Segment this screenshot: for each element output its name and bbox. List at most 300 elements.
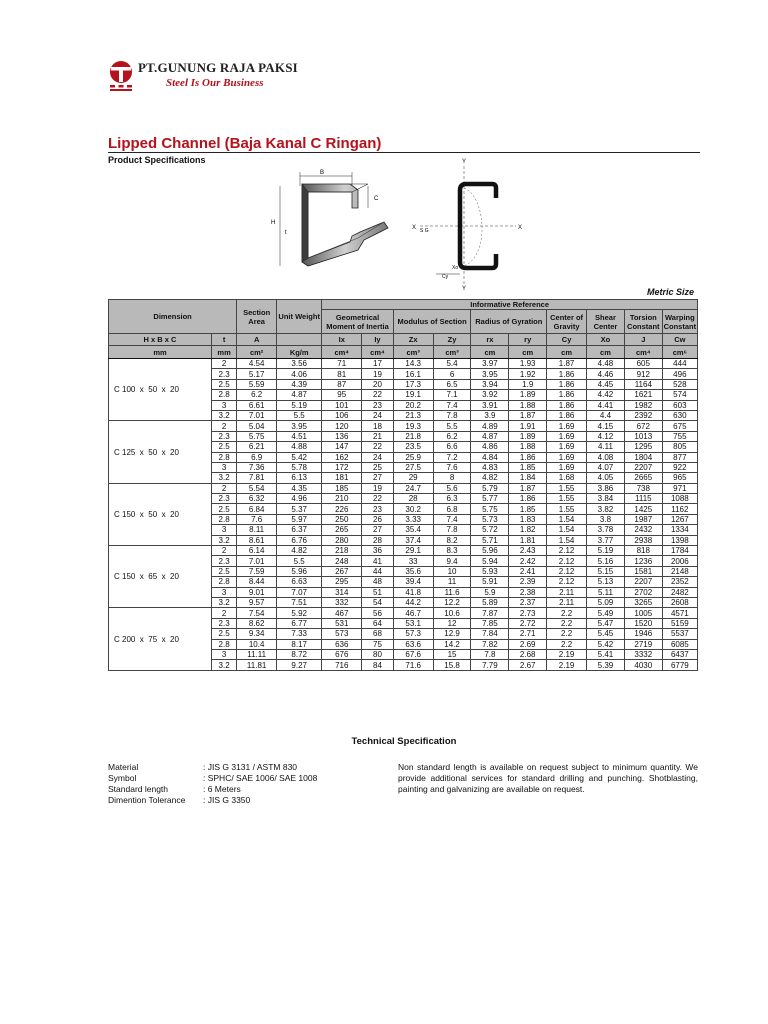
table-cell: 41 bbox=[362, 556, 394, 566]
table-cell: 18 bbox=[362, 421, 394, 431]
table-cell: 5.4 bbox=[433, 359, 471, 369]
table-cell: 5.54 bbox=[237, 483, 277, 493]
table-cell: 716 bbox=[322, 660, 362, 670]
table-cell: 7.87 bbox=[471, 608, 509, 618]
table-cell: 4571 bbox=[662, 608, 697, 618]
drawing-label-t: t bbox=[285, 230, 287, 236]
axis-label-x-right: X bbox=[518, 225, 523, 231]
table-cell: 6.2 bbox=[237, 390, 277, 400]
table-cell: 4.12 bbox=[587, 431, 625, 441]
table-cell: 10 bbox=[433, 566, 471, 576]
header-symbol-cell: ry bbox=[509, 334, 547, 346]
table-cell: 25.9 bbox=[393, 452, 433, 462]
document-title: Lipped Channel (Baja Kanal C Ringan) bbox=[108, 135, 382, 152]
table-cell: 81 bbox=[322, 369, 362, 379]
table-cell: 5.15 bbox=[587, 566, 625, 576]
table-cell: 2 bbox=[211, 359, 236, 369]
table-cell: 7.8 bbox=[471, 649, 509, 659]
table-cell: 2.5 bbox=[211, 442, 236, 452]
table-cell: 3.56 bbox=[277, 359, 322, 369]
header-unit-weight: Unit Weight bbox=[277, 300, 322, 334]
table-cell: 636 bbox=[322, 639, 362, 649]
table-cell: 24 bbox=[362, 452, 394, 462]
table-cell: 280 bbox=[322, 535, 362, 545]
table-cell: 4.87 bbox=[277, 390, 322, 400]
table-cell: 3.84 bbox=[587, 494, 625, 504]
header-section-area: Section Area bbox=[237, 300, 277, 334]
header-unit-cell: cm⁴ bbox=[624, 346, 662, 359]
table-cell: 120 bbox=[322, 421, 362, 431]
technical-spec-label: Standard length bbox=[108, 784, 169, 794]
table-cell: 15 bbox=[433, 649, 471, 659]
table-cell: 528 bbox=[662, 379, 697, 389]
table-cell: 3.9 bbox=[471, 410, 509, 420]
table-cell: 210 bbox=[322, 494, 362, 504]
table-cell: 8.17 bbox=[277, 639, 322, 649]
table-cell: 7.01 bbox=[237, 410, 277, 420]
table-cell: 7.8 bbox=[433, 525, 471, 535]
table-cell: 3.2 bbox=[211, 410, 236, 420]
dimension-cell: C 200 x 75 x 20 bbox=[109, 608, 212, 670]
table-cell: 2702 bbox=[624, 587, 662, 597]
table-cell: 7.82 bbox=[471, 639, 509, 649]
table-cell: 46.7 bbox=[393, 608, 433, 618]
table-cell: 3332 bbox=[624, 649, 662, 659]
table-cell: 2.2 bbox=[547, 639, 587, 649]
table-cell: 5.5 bbox=[277, 410, 322, 420]
table-cell: 8.72 bbox=[277, 649, 322, 659]
table-cell: 3.2 bbox=[211, 660, 236, 670]
table-cell: 181 bbox=[322, 473, 362, 483]
table-cell: 9.4 bbox=[433, 556, 471, 566]
table-cell: 2.5 bbox=[211, 566, 236, 576]
table-cell: 6.13 bbox=[277, 473, 322, 483]
table-cell: 6.2 bbox=[433, 431, 471, 441]
table-cell: 2.11 bbox=[547, 587, 587, 597]
table-cell: 1.69 bbox=[547, 421, 587, 431]
technical-spec-label: Dimention Tolerance bbox=[108, 795, 186, 805]
table-cell: 971 bbox=[662, 483, 697, 493]
table-cell: 8.62 bbox=[237, 618, 277, 628]
table-cell: 1295 bbox=[624, 442, 662, 452]
table-cell: 3.91 bbox=[471, 400, 509, 410]
company-logo bbox=[108, 56, 358, 96]
header-symbol-cell: Zy bbox=[433, 334, 471, 346]
header-unit-cell: cm⁶ bbox=[662, 346, 697, 359]
table-cell: 6.21 bbox=[237, 442, 277, 452]
table-cell: 1088 bbox=[662, 494, 697, 504]
table-cell: 1.69 bbox=[547, 462, 587, 472]
table-cell: 6.6 bbox=[433, 442, 471, 452]
table-cell: 2.43 bbox=[509, 546, 547, 556]
table-cell: 2.12 bbox=[547, 556, 587, 566]
table-row bbox=[109, 483, 698, 493]
table-cell: 1.87 bbox=[509, 483, 547, 493]
technical-spec-label: Symbol bbox=[108, 773, 137, 783]
table-cell: 4.11 bbox=[587, 442, 625, 452]
table-cell: 496 bbox=[662, 369, 697, 379]
table-cell: 7.79 bbox=[471, 660, 509, 670]
table-cell: 1.69 bbox=[547, 431, 587, 441]
table-cell: 15.8 bbox=[433, 660, 471, 670]
table-cell: 5.96 bbox=[277, 566, 322, 576]
table-cell: 10.4 bbox=[237, 639, 277, 649]
header-unit-cell: mm bbox=[109, 346, 212, 359]
table-cell: 22 bbox=[362, 390, 394, 400]
table-cell: 1.68 bbox=[547, 473, 587, 483]
table-cell: 7.81 bbox=[237, 473, 277, 483]
header-center-of-gravity: Center of Gravity bbox=[547, 310, 587, 334]
table-cell: 2719 bbox=[624, 639, 662, 649]
header-symbol-cell: t bbox=[211, 334, 236, 346]
header-unit-cell: cm bbox=[509, 346, 547, 359]
table-cell: 1164 bbox=[624, 379, 662, 389]
table-cell: 5.79 bbox=[471, 483, 509, 493]
table-cell: 5.73 bbox=[471, 514, 509, 524]
table-cell: 6.76 bbox=[277, 535, 322, 545]
table-cell: 2.5 bbox=[211, 379, 236, 389]
header-symbol-cell: rx bbox=[471, 334, 509, 346]
table-cell: 2.8 bbox=[211, 577, 236, 587]
company-name: PT.GUNUNG RAJA PAKSI bbox=[138, 60, 298, 75]
table-cell: 5.41 bbox=[587, 649, 625, 659]
table-cell: 23.5 bbox=[393, 442, 433, 452]
table-cell: 6437 bbox=[662, 649, 697, 659]
header-unit-cell: Kg/m bbox=[277, 346, 322, 359]
table-cell: 95 bbox=[322, 390, 362, 400]
specification-table bbox=[108, 299, 698, 671]
header-unit-cell: cm³ bbox=[433, 346, 471, 359]
axis-label-y-bottom: Y bbox=[462, 286, 467, 292]
table-cell: 4.82 bbox=[471, 473, 509, 483]
table-cell: 5.72 bbox=[471, 525, 509, 535]
table-cell: 2.11 bbox=[547, 597, 587, 607]
table-cell: 6.77 bbox=[277, 618, 322, 628]
table-cell: 26 bbox=[362, 514, 394, 524]
table-cell: 147 bbox=[322, 442, 362, 452]
table-cell: 9.01 bbox=[237, 587, 277, 597]
table-cell: 51 bbox=[362, 587, 394, 597]
table-cell: 5.89 bbox=[471, 597, 509, 607]
table-cell: 1.89 bbox=[509, 390, 547, 400]
technical-spec-item bbox=[108, 795, 368, 806]
table-cell: 4.87 bbox=[471, 431, 509, 441]
table-cell: 5.19 bbox=[277, 400, 322, 410]
table-cell: 39.4 bbox=[393, 577, 433, 587]
table-cell: 1.91 bbox=[509, 421, 547, 431]
table-cell: 6085 bbox=[662, 639, 697, 649]
table-cell: 1.55 bbox=[547, 504, 587, 514]
table-cell: 8.44 bbox=[237, 577, 277, 587]
table-cell: 68 bbox=[362, 629, 394, 639]
table-cell: 630 bbox=[662, 410, 697, 420]
table-cell: 11 bbox=[433, 577, 471, 587]
table-cell: 912 bbox=[624, 369, 662, 379]
header-dimension: Dimension bbox=[109, 300, 237, 334]
table-cell: 5.71 bbox=[471, 535, 509, 545]
table-cell: 7.2 bbox=[433, 452, 471, 462]
table-cell: 5.93 bbox=[471, 566, 509, 576]
table-cell: 1.54 bbox=[547, 525, 587, 535]
table-cell: 1982 bbox=[624, 400, 662, 410]
table-cell: 64 bbox=[362, 618, 394, 628]
table-cell: 2.2 bbox=[547, 618, 587, 628]
header-modulus-of-section: Modulus of Section bbox=[393, 310, 471, 334]
table-cell: 2207 bbox=[624, 462, 662, 472]
header-symbol-cell: Ix bbox=[322, 334, 362, 346]
table-cell: 3 bbox=[211, 649, 236, 659]
table-cell: 738 bbox=[624, 483, 662, 493]
table-cell: 21 bbox=[362, 431, 394, 441]
table-cell: 5.11 bbox=[587, 587, 625, 597]
table-cell: 5.97 bbox=[277, 514, 322, 524]
table-cell: 1.85 bbox=[509, 504, 547, 514]
table-cell: 11.81 bbox=[237, 660, 277, 670]
table-cell: 7.4 bbox=[433, 400, 471, 410]
table-cell: 8.2 bbox=[433, 535, 471, 545]
header-unit-cell: cm⁴ bbox=[362, 346, 394, 359]
table-cell: 2.37 bbox=[509, 597, 547, 607]
table-cell: 7.1 bbox=[433, 390, 471, 400]
table-cell: 4.45 bbox=[587, 379, 625, 389]
table-cell: 17.3 bbox=[393, 379, 433, 389]
table-cell: 2352 bbox=[662, 577, 697, 587]
header-symbol-row bbox=[109, 334, 698, 346]
table-cell: 6779 bbox=[662, 660, 697, 670]
table-cell: 2.8 bbox=[211, 514, 236, 524]
xo-label: Xo bbox=[452, 265, 459, 271]
table-cell: 11.11 bbox=[237, 649, 277, 659]
table-cell: 54 bbox=[362, 597, 394, 607]
table-cell: 16.1 bbox=[393, 369, 433, 379]
table-cell: 3.94 bbox=[471, 379, 509, 389]
table-cell: 603 bbox=[662, 400, 697, 410]
table-cell: 7.6 bbox=[433, 462, 471, 472]
table-cell: 6.32 bbox=[237, 494, 277, 504]
table-cell: 30.2 bbox=[393, 504, 433, 514]
title-divider bbox=[108, 152, 700, 153]
table-cell: 162 bbox=[322, 452, 362, 462]
table-cell: 2.8 bbox=[211, 390, 236, 400]
table-cell: 14.3 bbox=[393, 359, 433, 369]
table-cell: 1621 bbox=[624, 390, 662, 400]
table-cell: 1.86 bbox=[509, 494, 547, 504]
table-cell: 4.86 bbox=[471, 442, 509, 452]
table-cell: 87 bbox=[322, 379, 362, 389]
table-cell: 4.83 bbox=[471, 462, 509, 472]
table-cell: 265 bbox=[322, 525, 362, 535]
table-cell: 80 bbox=[362, 649, 394, 659]
table-cell: 8.3 bbox=[433, 546, 471, 556]
table-cell: 2006 bbox=[662, 556, 697, 566]
table-cell: 24 bbox=[362, 410, 394, 420]
technical-spec-value: : 6 Meters bbox=[203, 784, 241, 794]
table-cell: 12.9 bbox=[433, 629, 471, 639]
table-cell: 9.27 bbox=[277, 660, 322, 670]
table-cell: 3.8 bbox=[587, 514, 625, 524]
header-symbol-cell: Iy bbox=[362, 334, 394, 346]
table-cell: 1236 bbox=[624, 556, 662, 566]
dimension-cell: C 125 x 50 x 20 bbox=[109, 421, 212, 483]
table-cell: 467 bbox=[322, 608, 362, 618]
table-cell: 4.96 bbox=[277, 494, 322, 504]
channel-section-drawing bbox=[408, 156, 538, 292]
table-cell: 2.3 bbox=[211, 618, 236, 628]
header-symbol-cell: Cw bbox=[662, 334, 697, 346]
table-cell: 44.2 bbox=[393, 597, 433, 607]
table-cell: 1.54 bbox=[547, 535, 587, 545]
header-warping-constant: Warping Constant bbox=[662, 310, 697, 334]
table-cell: 2482 bbox=[662, 587, 697, 597]
table-cell: 3265 bbox=[624, 597, 662, 607]
table-cell: 27 bbox=[362, 473, 394, 483]
table-cell: 818 bbox=[624, 546, 662, 556]
header-symbol-cell: Zx bbox=[393, 334, 433, 346]
table-cell: 2608 bbox=[662, 597, 697, 607]
table-cell: 6.5 bbox=[433, 379, 471, 389]
table-cell: 1804 bbox=[624, 452, 662, 462]
table-cell: 2.69 bbox=[509, 639, 547, 649]
table-cell: 7.84 bbox=[471, 629, 509, 639]
table-cell: 574 bbox=[662, 390, 697, 400]
dimension-cell: C 100 x 50 x 20 bbox=[109, 359, 212, 421]
table-cell: 8.61 bbox=[237, 535, 277, 545]
table-cell: 218 bbox=[322, 546, 362, 556]
table-cell: 2.38 bbox=[509, 587, 547, 597]
table-row bbox=[109, 546, 698, 556]
table-cell: 1.86 bbox=[547, 390, 587, 400]
table-cell: 5.96 bbox=[471, 546, 509, 556]
header-unit-cell: cm⁴ bbox=[322, 346, 362, 359]
table-cell: 3 bbox=[211, 587, 236, 597]
table-cell: 5.94 bbox=[471, 556, 509, 566]
table-cell: 14.2 bbox=[433, 639, 471, 649]
table-cell: 4.48 bbox=[587, 359, 625, 369]
table-cell: 2.19 bbox=[547, 660, 587, 670]
table-cell: 3.97 bbox=[471, 359, 509, 369]
table-cell: 1334 bbox=[662, 525, 697, 535]
table-cell: 28 bbox=[362, 535, 394, 545]
table-cell: 4.08 bbox=[587, 452, 625, 462]
technical-spec-heading: Technical Specification bbox=[351, 736, 457, 747]
table-cell: 6 bbox=[433, 369, 471, 379]
table-cell: 5.39 bbox=[587, 660, 625, 670]
table-cell: 5.04 bbox=[237, 421, 277, 431]
table-cell: 63.6 bbox=[393, 639, 433, 649]
table-cell: 2665 bbox=[624, 473, 662, 483]
header-unit-cell: cm bbox=[587, 346, 625, 359]
table-cell: 5.45 bbox=[587, 629, 625, 639]
header-symbol-cell: Cy bbox=[547, 334, 587, 346]
table-cell: 17 bbox=[362, 359, 394, 369]
table-cell: 6.3 bbox=[433, 494, 471, 504]
technical-spec-notes: Non standard length is available on request subject to minimum quantity. We provide additional services for standard drilling and punching. Shotblasting, painting and galvanizing are available on request. bbox=[398, 762, 698, 794]
table-cell: 1267 bbox=[662, 514, 697, 524]
table-cell: 9.57 bbox=[237, 597, 277, 607]
table-cell: 1.86 bbox=[547, 369, 587, 379]
table-cell: 5.6 bbox=[433, 483, 471, 493]
table-cell: 19 bbox=[362, 369, 394, 379]
table-cell: 250 bbox=[322, 514, 362, 524]
table-cell: 755 bbox=[662, 431, 697, 441]
table-cell: 1398 bbox=[662, 535, 697, 545]
dimension-cell: C 150 x 50 x 20 bbox=[109, 483, 212, 545]
table-cell: 2.8 bbox=[211, 639, 236, 649]
table-cell: 7.4 bbox=[433, 514, 471, 524]
technical-spec-value: : SPHC/ SAE 1006/ SAE 1008 bbox=[203, 773, 318, 783]
table-cell: 33 bbox=[393, 556, 433, 566]
table-cell: 2432 bbox=[624, 525, 662, 535]
table-cell: 3 bbox=[211, 462, 236, 472]
table-cell: 3.78 bbox=[587, 525, 625, 535]
table-cell: 5.92 bbox=[277, 608, 322, 618]
table-cell: 1.55 bbox=[547, 494, 587, 504]
table-cell: 2.3 bbox=[211, 369, 236, 379]
table-cell: 24.7 bbox=[393, 483, 433, 493]
table-cell: 57.3 bbox=[393, 629, 433, 639]
table-cell: 2.2 bbox=[547, 629, 587, 639]
table-cell: 676 bbox=[322, 649, 362, 659]
table-cell: 1.85 bbox=[509, 462, 547, 472]
table-cell: 573 bbox=[322, 629, 362, 639]
table-cell: 4.35 bbox=[277, 483, 322, 493]
header-unit-cell: cm bbox=[471, 346, 509, 359]
table-cell: 3.86 bbox=[587, 483, 625, 493]
table-cell: 6.61 bbox=[237, 400, 277, 410]
table-cell: 1.81 bbox=[509, 535, 547, 545]
table-cell: 8 bbox=[433, 473, 471, 483]
table-cell: 605 bbox=[624, 359, 662, 369]
table-cell: 56 bbox=[362, 608, 394, 618]
cy-label: Cy bbox=[442, 274, 449, 280]
table-cell: 41.8 bbox=[393, 587, 433, 597]
technical-spec-value: : JIS G 3131 / ASTM 830 bbox=[203, 762, 298, 772]
table-cell: 48 bbox=[362, 577, 394, 587]
table-cell: 965 bbox=[662, 473, 697, 483]
table-cell: 1987 bbox=[624, 514, 662, 524]
table-cell: 805 bbox=[662, 442, 697, 452]
table-cell: 3.92 bbox=[471, 390, 509, 400]
table-cell: 7.01 bbox=[237, 556, 277, 566]
drawing-label-b: B bbox=[320, 170, 325, 176]
table-cell: 4.82 bbox=[277, 546, 322, 556]
table-cell: 7.85 bbox=[471, 618, 509, 628]
table-cell: 1.92 bbox=[509, 369, 547, 379]
technical-spec-item bbox=[108, 762, 368, 773]
table-cell: 5.77 bbox=[471, 494, 509, 504]
table-cell: 5.9 bbox=[471, 587, 509, 597]
table-cell: 4.06 bbox=[277, 369, 322, 379]
table-cell: 1.93 bbox=[509, 359, 547, 369]
table-cell: 1.86 bbox=[547, 379, 587, 389]
table-row bbox=[109, 421, 698, 431]
table-cell: 5.42 bbox=[277, 452, 322, 462]
table-cell: 5.19 bbox=[587, 546, 625, 556]
table-cell: 4.41 bbox=[587, 400, 625, 410]
table-cell: 2.42 bbox=[509, 556, 547, 566]
table-cell: 20 bbox=[362, 379, 394, 389]
header-radius-of-gyration: Radius of Gyration bbox=[471, 310, 547, 334]
table-cell: 5537 bbox=[662, 629, 697, 639]
table-cell: 2.3 bbox=[211, 494, 236, 504]
table-cell: 2 bbox=[211, 546, 236, 556]
table-cell: 2.41 bbox=[509, 566, 547, 576]
table-cell: 1.86 bbox=[547, 410, 587, 420]
table-cell: 1.87 bbox=[547, 359, 587, 369]
table-cell: 21.8 bbox=[393, 431, 433, 441]
technical-spec-item bbox=[108, 784, 368, 795]
table-cell: 7.51 bbox=[277, 597, 322, 607]
